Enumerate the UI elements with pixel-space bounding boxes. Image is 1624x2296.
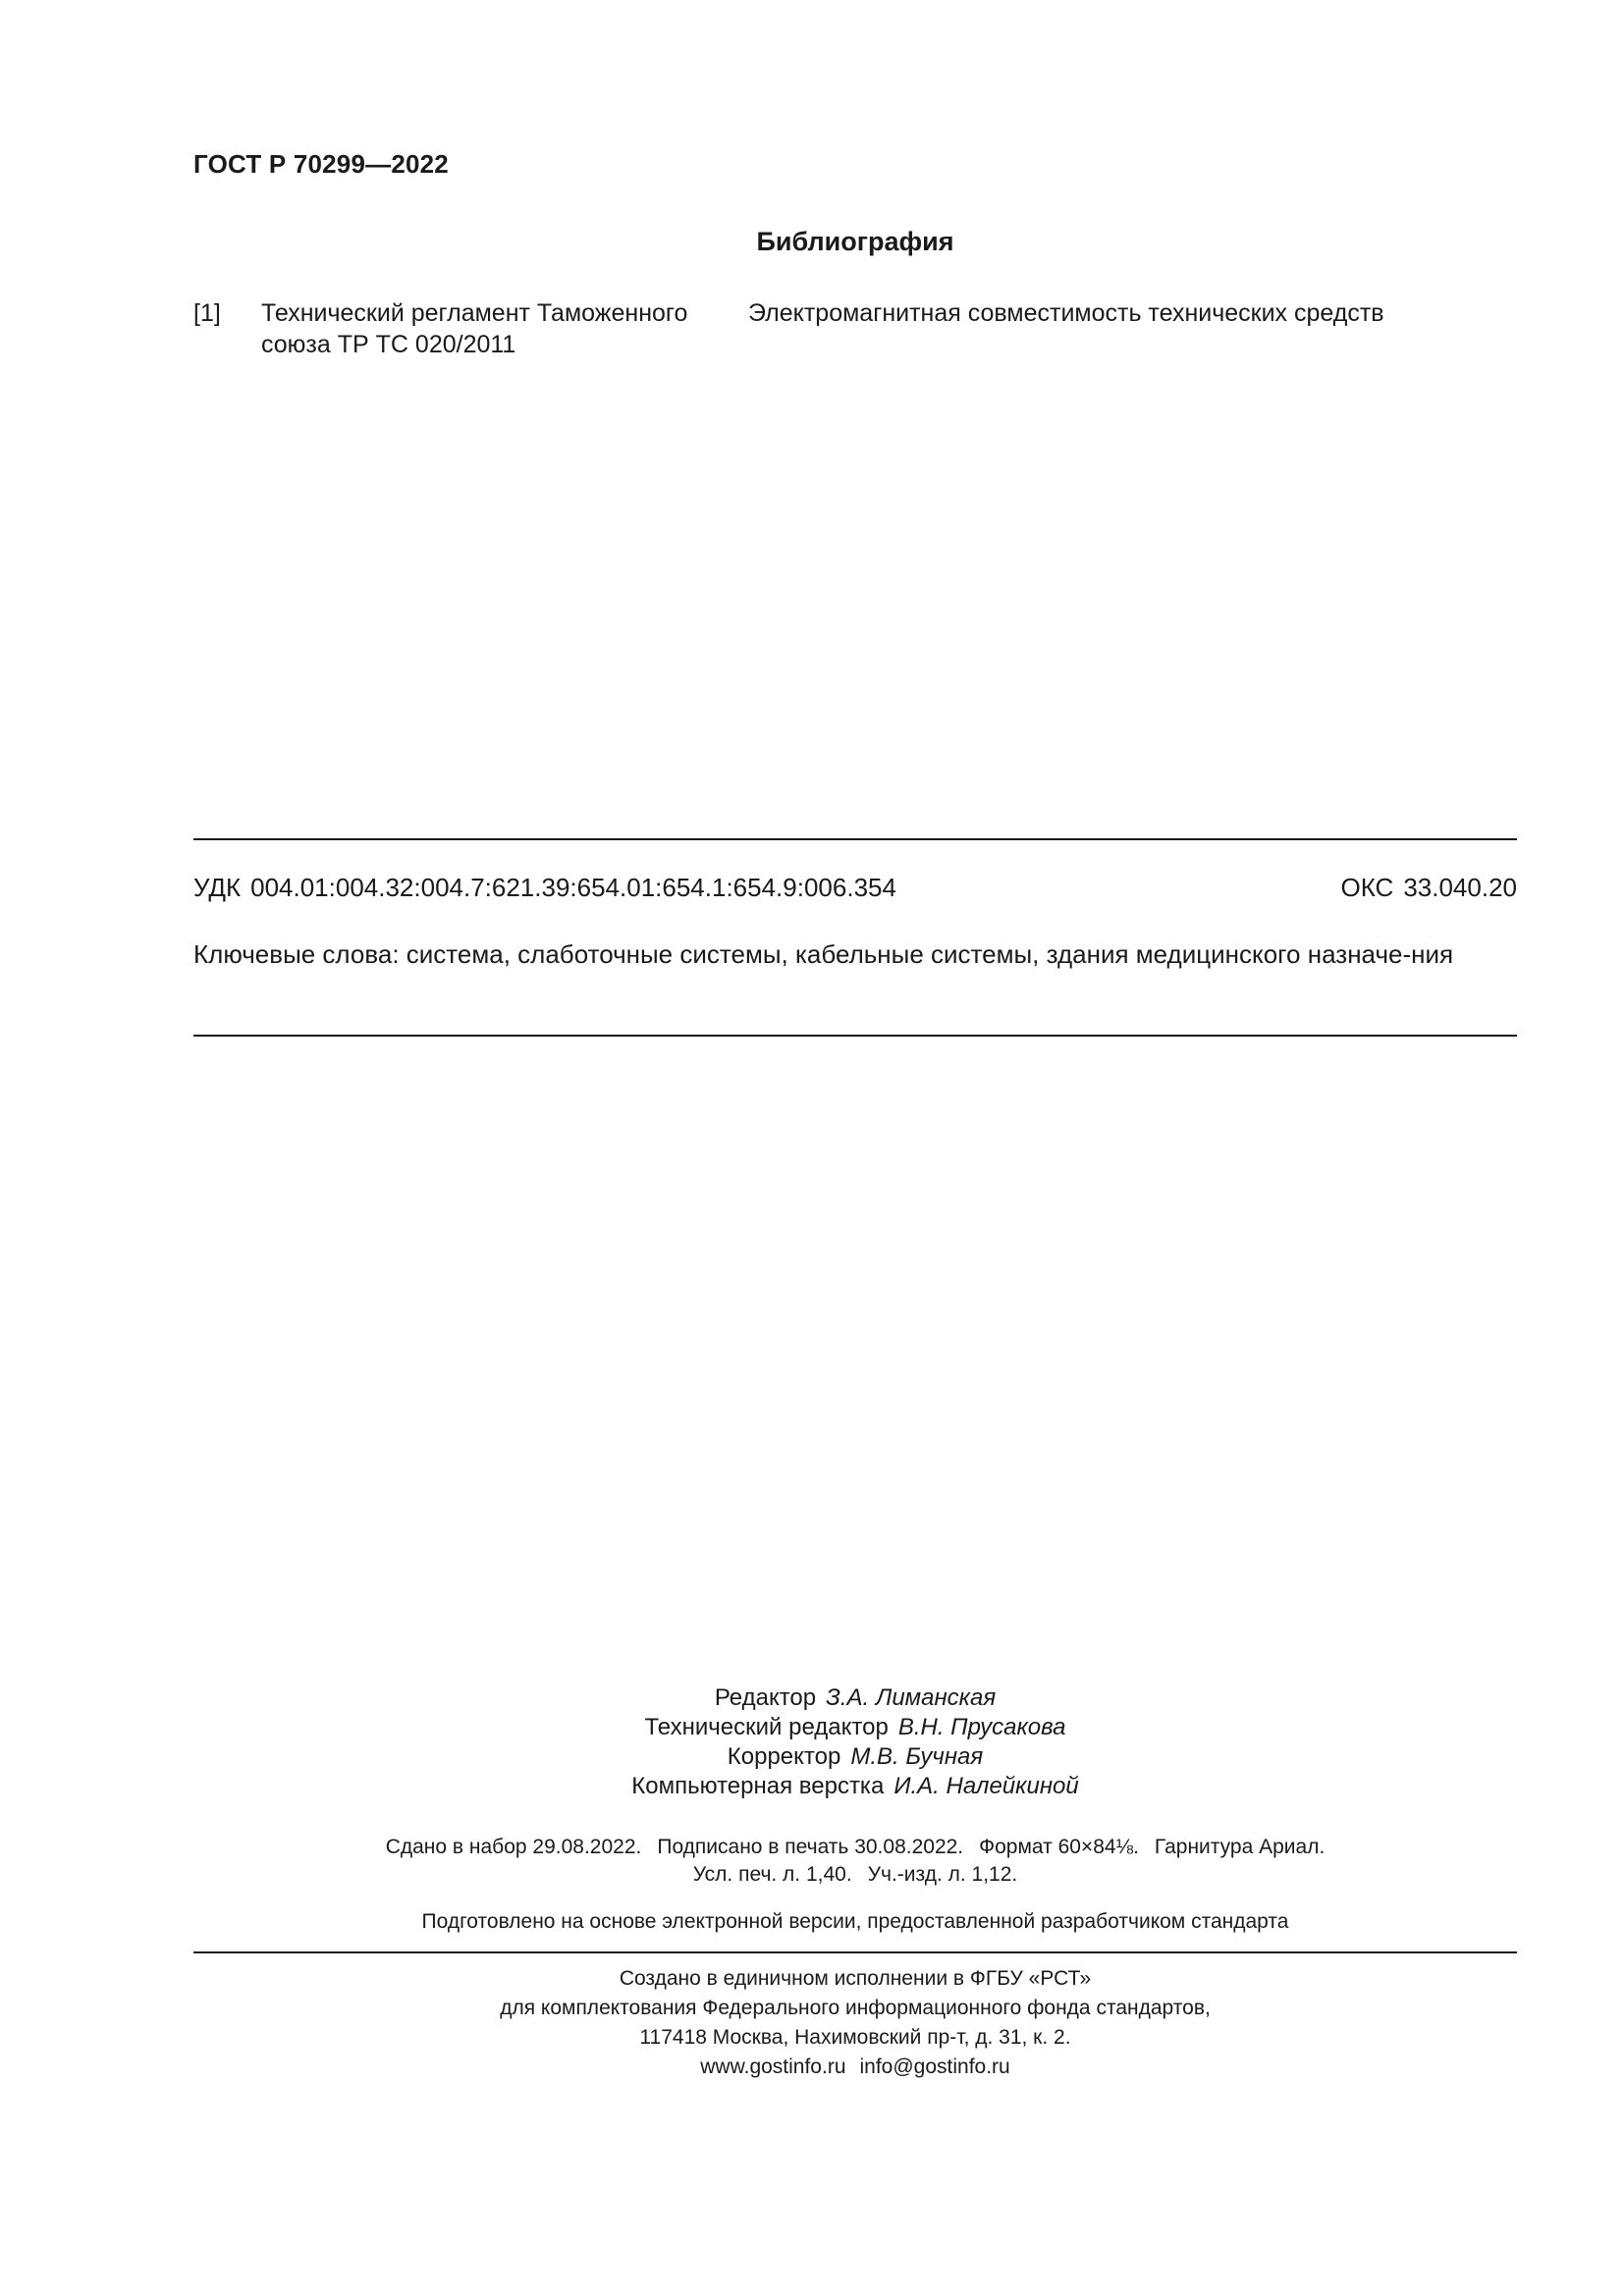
oks-code [1340, 873, 1517, 903]
divider-bottom [193, 1951, 1517, 1953]
tech-editor-line [193, 1713, 1517, 1742]
bibliography-heading: Библиография [756, 227, 954, 256]
corrector-label: Корректор [727, 1743, 841, 1770]
oks-label: ОКС [1340, 873, 1394, 902]
corrector-line [193, 1742, 1517, 1772]
layout-line [193, 1772, 1517, 1801]
udk-label: УДК [193, 873, 242, 902]
prepared-note: Подготовлено на основе электронной версии, предоставленной разработчиком стандарта [421, 1910, 1289, 1933]
print-info [193, 1834, 1517, 1889]
credits-block [193, 1683, 1517, 1801]
oks-value: 33.040.20 [1403, 873, 1517, 902]
publisher-contacts [193, 2053, 1517, 2082]
bibliography-entry-source-line2: союза ТР ТС 020/2011 [261, 331, 516, 358]
layout-name: И.А. Налейкиной [893, 1773, 1079, 1799]
print-info-line2 [193, 1861, 1517, 1889]
divider-top [193, 838, 1517, 840]
corrector-name: М.В. Бучная [850, 1743, 984, 1770]
website-link[interactable]: www.gostinfo.ru [700, 2056, 846, 2078]
bibliography-entry-source-line1: Технический регламент Таможенного [261, 299, 688, 327]
print-sheets: Усл. печ. л. 1,40. [692, 1863, 852, 1886]
publisher-info [193, 1964, 1517, 2082]
bibliography-entry-title: Электромагнитная совместимость технических средств [748, 299, 1384, 327]
submitted-date: Сдано в набор 29.08.2022. [385, 1836, 642, 1858]
editor-name: З.А. Лиманская [826, 1684, 997, 1711]
bibliography-entry-number: [1] [193, 299, 221, 327]
udk-code [193, 873, 896, 903]
signed-date: Подписано в печать 30.08.2022. [657, 1836, 964, 1858]
editor-line [193, 1683, 1517, 1713]
tech-editor-name: В.Н. Прусакова [897, 1714, 1066, 1740]
divider-middle [193, 1035, 1517, 1037]
publisher-line2: для комплектования Федерального информационного фонда стандартов, [500, 1997, 1211, 2019]
editor-label: Редактор [714, 1684, 817, 1711]
publisher-line1: Создано в единичном исполнении в ФГБУ «РСТ» [619, 1967, 1092, 1990]
document-code: ГОСТ Р 70299—2022 [193, 149, 449, 179]
email-link[interactable]: info@gostinfo.ru [859, 2056, 1010, 2078]
print-info-line1 [193, 1834, 1517, 1861]
typeface: Гарнитура Ариал. [1154, 1836, 1326, 1858]
layout-label: Компьютерная верстка [631, 1773, 885, 1799]
tech-editor-label: Технический редактор [644, 1714, 889, 1740]
keywords: Ключевые слова: система, слаботочные системы, кабельные системы, здания медицинского назначе-ния [193, 939, 1454, 969]
paper-format: Формат 60×84⅛. [979, 1836, 1139, 1858]
publisher-line3: 117418 Москва, Нахимовский пр-т, д. 31, к. 2. [639, 2026, 1071, 2049]
bibliography-entry-source [261, 297, 723, 360]
publisher-sheets: Уч.-изд. л. 1,12. [867, 1863, 1018, 1886]
udk-value: 004.01:004.32:004.7:621.39:654.01:654.1:654.9:006.354 [250, 873, 896, 902]
